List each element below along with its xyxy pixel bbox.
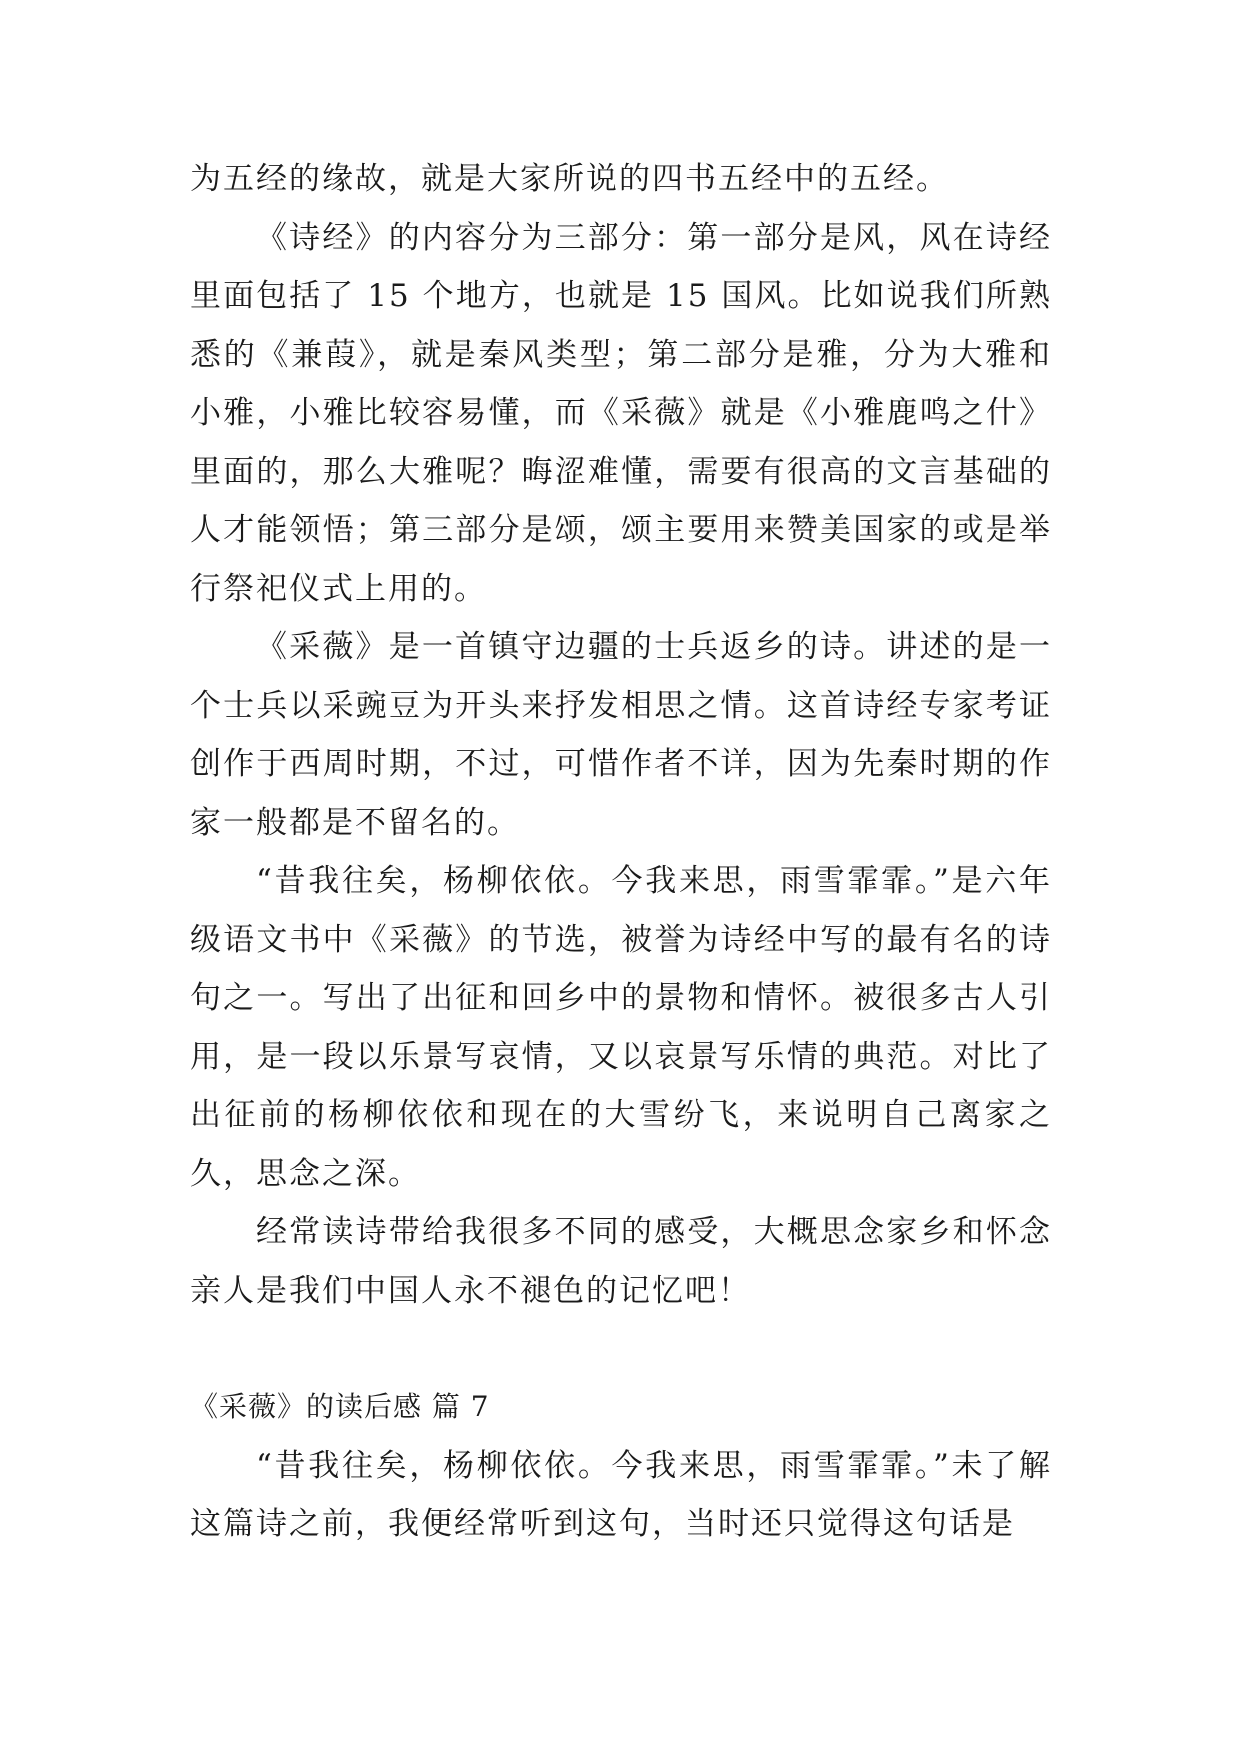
- paragraph-caiwei-intro: 《采薇》是一首镇守边疆的士兵返乡的诗。讲述的是一个士兵以采豌豆为开头来抒发相思之情。这首诗经专家考证创作于西周时期，不过，可惜作者不详，因为先秦时期的作家一般都是不留名的。: [190, 629, 1052, 841]
- paragraph-section7-opening: “昔我往矣，杨柳依依。今我来思，雨雪霏霏。”未了解这篇诗之前，我便经常听到这句，当时还只觉得这句话是: [190, 1447, 1052, 1542]
- paragraph-continuation: 为五经的缘故，就是大家所说的四书五经中的五经。: [190, 161, 949, 197]
- paragraph-shijing-structure: 《诗经》的内容分为三部分：第一部分是风，风在诗经里面包括了 15 个地方，也就是 15 国风。比如说我们所熟悉的《兼葭》，就是秦风类型；第二部分是雅，分为大雅和小雅，小雅比较容易懂，而《采薇》就是《小雅鹿鸣之什》里面的，那么大雅呢？晦涩难懂，需要有很高的文言基础的人才能领悟；第三部分是颂，颂主要用来赞美国家的或是举行祭祀仪式上用的。: [190, 219, 1052, 607]
- document-page: [190, 150, 1052, 1554]
- paragraph-conclusion: 经常读诗带给我很多不同的感受，大概思念家乡和怀念亲人是我们中国人永不褪色的记忆吧！: [190, 1214, 1052, 1309]
- section-spacer: [190, 1320, 1052, 1378]
- paragraph-famous-lines: “昔我往矣，杨柳依依。今我来思，雨雪霏霏。”是六年级语文书中《采薇》的节选，被誉为诗经中写的最有名的诗句之一。写出了出征和回乡中的景物和情怀。被很多古人引用，是一段以乐景写哀情，又以哀景写乐情的典范。对比了出征前的杨柳依依和现在的大雪纷飞，来说明自己离家之久，思念之深。: [190, 863, 1052, 1192]
- section-heading: 《采薇》的读后感 篇 7: [190, 1390, 490, 1423]
